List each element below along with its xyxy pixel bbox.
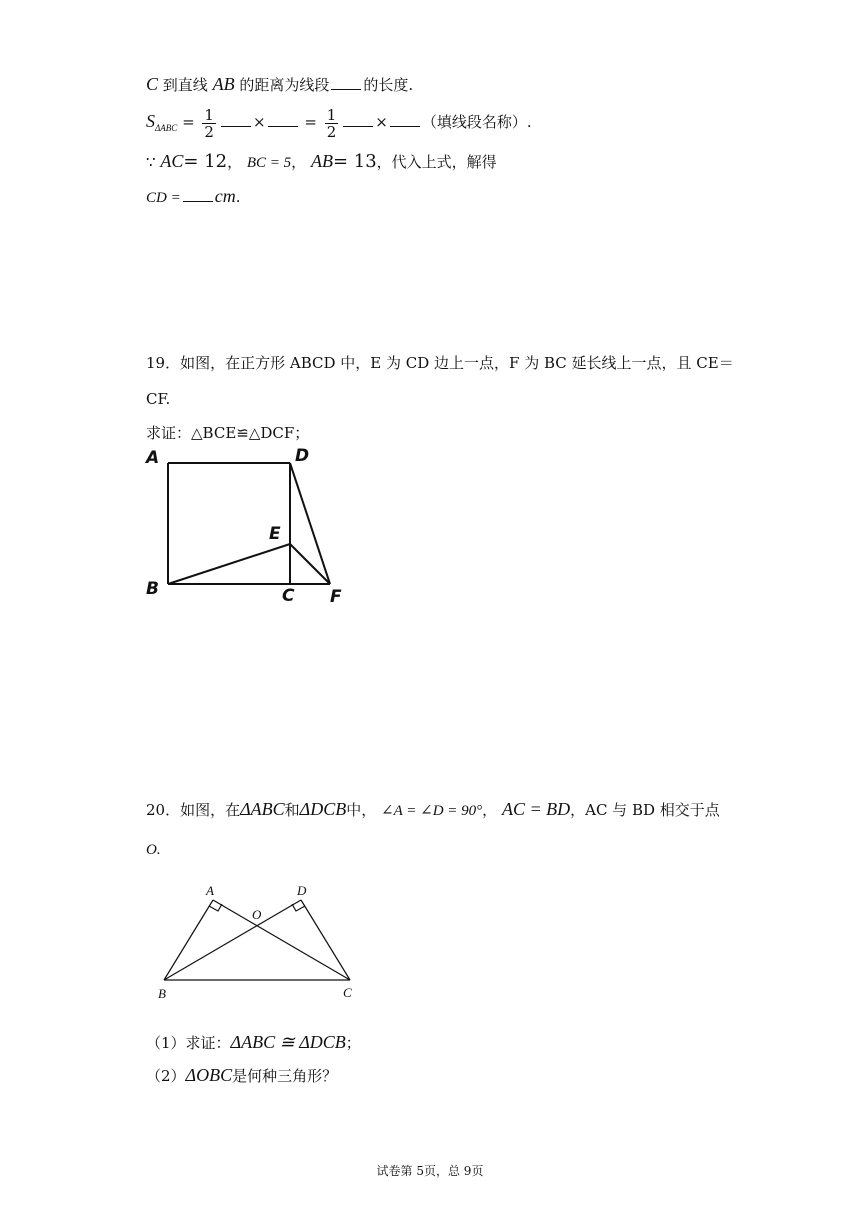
equals: = [182, 113, 195, 131]
label-d: D [295, 446, 310, 466]
triangle-dcb: ΔDCB [299, 799, 347, 819]
segment-be [168, 544, 290, 584]
label-c: C [282, 586, 295, 606]
q18-line-1 [146, 74, 413, 95]
text: （2） [146, 1067, 186, 1085]
answer-blank[interactable] [268, 112, 298, 127]
because-symbol: ∵ [146, 153, 156, 171]
sep: ， [482, 801, 498, 819]
times: × [252, 113, 266, 131]
label-a: A [146, 448, 160, 468]
label-c: C [343, 985, 352, 1000]
text: 和 [284, 801, 300, 819]
numerator: 1 [204, 105, 214, 124]
q20-line-1 [146, 799, 720, 821]
text: 中， [346, 801, 377, 819]
text: ，AC 与 BD 相交于点 [570, 801, 720, 819]
ac: AC [160, 151, 184, 171]
right-angle-mark-a [209, 904, 222, 911]
text: 20．如图，在 [146, 801, 241, 819]
label-b: B [146, 579, 159, 599]
area-symbol: S [146, 111, 155, 131]
segment-df [290, 463, 330, 584]
numerator: 1 [326, 105, 337, 124]
page-footer: 试卷第 5页，总 9页 [376, 1164, 484, 1178]
label-o: O [252, 907, 262, 922]
label-d: D [297, 883, 307, 898]
denominator: 2 [204, 122, 214, 141]
answer-blank[interactable] [331, 75, 361, 90]
text: . [235, 188, 241, 206]
triangle-obc: ΔOBC [185, 1065, 233, 1085]
denominator: 2 [326, 122, 337, 141]
angle-condition: ∠A = ∠D = 90° [381, 803, 483, 819]
q20-sub2 [146, 1065, 337, 1086]
bc-value: BC = 5 [246, 155, 292, 171]
text: （1）求证： [146, 1034, 231, 1052]
area-subscript: ΔABC [155, 123, 178, 133]
answer-blank[interactable] [183, 187, 213, 202]
square-diagram [140, 440, 370, 610]
label-f: F [330, 587, 342, 607]
fraction-half [202, 107, 216, 140]
ac-value: = 12 [183, 151, 228, 172]
equals: = [304, 113, 317, 131]
segment-ba [164, 900, 213, 980]
times: × [375, 113, 388, 131]
ab-value: = 13 [332, 151, 377, 172]
text: ，代入上式，解得 [376, 153, 497, 171]
q20-sub1 [146, 1032, 361, 1053]
text: （填线段名称）. [421, 113, 532, 131]
point-c: C [146, 74, 159, 94]
q19-line-1: 19．如图，在正方形 ABCD 中，E 为 CD 边上一点，F 为 BC 延长线上一点，且 CE＝ [146, 354, 734, 372]
text: ； [345, 1034, 361, 1052]
q19-line-2: CF. [146, 390, 171, 408]
cd: CD = [146, 190, 181, 206]
text: 到直线 [162, 76, 208, 94]
q18-line-4 [146, 186, 241, 208]
answer-blank[interactable] [390, 112, 420, 127]
q18-line-2 [146, 104, 532, 145]
q19-line-3: 求证：△BCE≌△DCF； [146, 424, 310, 442]
sep: ， [227, 153, 243, 171]
text: 的长度. [363, 76, 414, 94]
sep: ， [291, 153, 307, 171]
fraction-half [325, 107, 339, 140]
right-angle-mark-d [292, 904, 305, 911]
answer-blank[interactable] [221, 112, 251, 127]
triangle-abc: ΔABC [240, 799, 285, 819]
label-e: E [269, 524, 281, 544]
segment-dc [301, 900, 350, 980]
q20-line-2: O. [146, 842, 161, 858]
text: 的距离为线段 [239, 76, 330, 94]
segment-ab: AB [212, 74, 235, 94]
answer-blank[interactable] [343, 112, 373, 127]
text: 是何种三角形？ [232, 1067, 338, 1085]
q18-line-3 [146, 151, 497, 173]
label-a: A [206, 883, 214, 898]
congruence: ΔABC ≅ ΔDCB [230, 1032, 346, 1052]
label-b: B [158, 986, 166, 1001]
ab: AB [310, 151, 333, 171]
crossed-triangles-diagram [150, 878, 370, 1008]
unit: cm [214, 186, 236, 206]
equal-condition: AC = BD [501, 799, 571, 819]
